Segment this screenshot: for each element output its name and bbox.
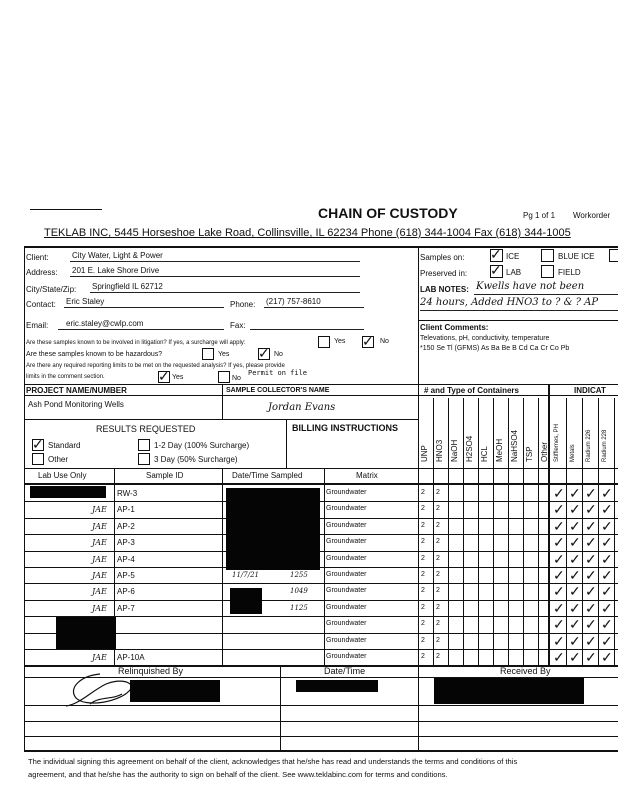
client-comments-label: Client Comments: (420, 323, 489, 332)
notes-rule (418, 320, 618, 321)
checkmark-icon: ✓ (585, 534, 597, 551)
billing-instructions-label: BILLING INSTRUCTIONS (292, 423, 398, 433)
lab-initials: JAE (92, 571, 107, 580)
container-count-hno3: 2 (436, 653, 440, 660)
container-count-unp: 2 (421, 505, 425, 513)
address-underline (70, 276, 360, 277)
container-count-hno3: 2 (436, 505, 440, 513)
checkmark-icon: ✓ (553, 616, 565, 633)
container-col-line (418, 398, 419, 666)
redaction-block (230, 588, 262, 614)
phone-value: (217) 757-8610 (266, 297, 321, 306)
container-type-header: TSP (525, 446, 534, 462)
container-type-header: H2SO4 (465, 435, 474, 462)
hazardous-yes-checkbox[interactable] (202, 348, 214, 360)
container-col-line (448, 398, 449, 666)
checkmark-icon: ✓ (158, 368, 170, 384)
checkmark-icon: ✓ (569, 534, 581, 551)
checkmark-icon: ✓ (569, 583, 581, 600)
results-requested-label: RESULTS REQUESTED (96, 424, 196, 434)
relinquished-label: Relinquished By (118, 666, 184, 676)
contact-underline (64, 307, 224, 308)
relinquish-bottom (24, 750, 618, 752)
checkmark-icon: ✓ (585, 501, 597, 518)
checkmark-icon: ✓ (601, 632, 613, 649)
checkmark-icon: ✓ (585, 583, 597, 600)
address-label: Address: (26, 268, 58, 277)
checkmark-icon: ✓ (569, 567, 581, 583)
question-hazardous: Are these samples known to be hazardous? (26, 351, 163, 358)
container-count-hno3: 2 (436, 521, 440, 529)
table-row (24, 567, 618, 568)
redaction-block (56, 617, 116, 649)
billing-divider (286, 419, 287, 468)
checkmark-icon: ✓ (585, 649, 597, 665)
one-two-day-label: 1-2 Day (100% Surcharge) (154, 441, 250, 450)
phone-underline (264, 307, 364, 308)
container-type-header: Other (540, 441, 549, 462)
table-row (24, 583, 618, 584)
container-count-hno3: 2 (436, 538, 440, 546)
question-litigation: Are these samples known to be involved in litigation? If yes, a surcharge will apply: (26, 340, 246, 346)
lab-initials: JAE (92, 653, 107, 662)
checkmark-icon: ✓ (601, 485, 613, 501)
checkmark-icon: ✓ (585, 550, 597, 567)
sample-id: AP-2 (117, 521, 135, 531)
checkmark-icon: ✓ (585, 599, 597, 616)
container-count-unp: 2 (421, 554, 425, 562)
checkmark-icon: ✓ (490, 262, 502, 278)
containers-header: # and Type of Containers (424, 386, 519, 395)
checkmark-icon: ✓ (569, 550, 581, 567)
checkmark-icon: ✓ (553, 534, 565, 551)
sample-id: AP-1 (117, 505, 135, 515)
lab-label: LAB (506, 268, 522, 277)
other-label: Other (48, 455, 69, 464)
checkmark-icon: ✓ (601, 550, 613, 567)
lab-notes-underline-1 (474, 294, 618, 295)
fax-underline (250, 329, 364, 330)
table-row (24, 649, 618, 650)
client-value: City Water, Light & Power (72, 251, 163, 260)
project-divider (222, 384, 223, 419)
checkmark-icon: ✓ (585, 567, 597, 583)
relinquish-divider-2 (418, 665, 419, 750)
blue-ice-extra-checkbox[interactable] (609, 249, 618, 262)
sample-id: AP-4 (117, 554, 135, 564)
matrix-cell: Groundwater (326, 489, 367, 496)
container-type-header: MeOH (495, 438, 504, 462)
litigation-yes-label: Yes (334, 338, 346, 345)
table-row (24, 534, 618, 535)
table-row (24, 600, 618, 601)
checkmark-icon: ✓ (553, 583, 565, 600)
lab-notes-label: LAB NOTES: (420, 285, 469, 294)
container-count-unp: 2 (421, 587, 425, 595)
matrix-cell: Groundwater (326, 587, 367, 595)
relinquish-row-3 (24, 721, 618, 722)
container-type-header: HNO3 (435, 439, 444, 462)
lab-initials: JAE (92, 521, 107, 531)
container-count-unp: 2 (421, 636, 425, 644)
indicate-header: INDICAT (574, 386, 606, 395)
checkmark-icon: ✓ (601, 599, 613, 616)
checkmark-icon: ✓ (32, 436, 44, 452)
project-label: PROJECT NAME/NUMBER (26, 386, 127, 395)
sample-id: AP-7 (117, 603, 135, 613)
matrix-cell: Groundwater (326, 538, 367, 546)
redaction-block (30, 486, 106, 498)
container-count-unp: 2 (421, 603, 425, 611)
matrix-cell: Groundwater (326, 603, 367, 611)
container-count-unp: 2 (421, 653, 425, 660)
sample-date: 11/7/21 (232, 571, 259, 579)
city-underline (90, 292, 360, 293)
checkmark-icon: ✓ (585, 616, 597, 633)
client-comments-line-1: Televations, pH, conductivity, temperature (420, 335, 550, 342)
analysis-header: Metals (570, 444, 576, 462)
sample-id: RW-3 (117, 489, 138, 498)
redaction-block (226, 488, 320, 570)
col-sample-id: Sample ID (146, 471, 184, 480)
table-row (24, 518, 618, 519)
analysis-header: Stifflemes, PH (554, 424, 560, 462)
footer-line-2: agreement, and that he/she has the authority to sign on behalf of the client. See www.teklabinc.com for terms and conditions. (28, 770, 448, 779)
sample-time: 1255 (290, 571, 308, 579)
lab-notes-line-1: Kwells have not been (476, 281, 585, 292)
preserved-label: Preserved in: (420, 269, 468, 278)
address-value: 201 E. Lake Shore Drive (72, 266, 160, 275)
header-rule (30, 209, 102, 210)
checkmark-icon: ✓ (601, 501, 613, 518)
redaction-block (434, 678, 584, 704)
email-underline (58, 329, 224, 330)
sample-id: AP-6 (117, 587, 135, 597)
analysis-col-line (582, 398, 583, 666)
container-count-hno3: 2 (436, 554, 440, 562)
checkmark-icon: ✓ (585, 517, 597, 534)
one-two-day-checkbox[interactable] (138, 439, 150, 451)
container-count-unp: 2 (421, 620, 425, 628)
company-line: TEKLAB INC, 5445 Horseshoe Lake Road, Collinsville, IL 62234 Phone (618) 344-1004 Fax (618) 344-1005 (44, 227, 571, 239)
limits-no-checkbox[interactable] (218, 371, 230, 383)
container-col-line (508, 398, 509, 666)
checkmark-icon: ✓ (569, 632, 581, 649)
sample-time: 1125 (290, 603, 308, 612)
table-row (24, 551, 618, 552)
checkmark-icon: ✓ (553, 501, 565, 518)
matrix-cell: Groundwater (326, 653, 367, 660)
redaction-block (130, 680, 220, 702)
analysis-col-line (598, 398, 599, 666)
checkmark-icon: ✓ (585, 485, 597, 501)
container-count-unp: 2 (421, 571, 425, 578)
sample-time: 1049 (290, 587, 308, 596)
container-count-hno3: 2 (436, 636, 440, 644)
lab-notes-underline-2 (420, 310, 618, 311)
hazardous-no-label: No (274, 351, 283, 358)
contact-label: Contact: (26, 300, 56, 309)
workorder-label: Workorder (573, 211, 611, 220)
project-value: Ash Pond Monitoring Wells (28, 400, 124, 409)
three-day-checkbox[interactable] (138, 453, 150, 465)
container-count-hno3: 2 (436, 603, 440, 611)
lab-initials: JAE (92, 554, 107, 564)
sample-id: AP-10A (117, 653, 145, 662)
litigation-no-label: No (380, 338, 389, 345)
checkmark-icon: ✓ (553, 485, 565, 501)
checkmark-icon: ✓ (490, 246, 502, 262)
three-day-label: 3 Day (50% Surcharge) (154, 455, 238, 464)
checkmark-icon: ✓ (585, 632, 597, 649)
section-rule-3 (24, 419, 418, 420)
checkmark-icon: ✓ (569, 517, 581, 534)
checkmark-icon: ✓ (601, 534, 613, 551)
checkmark-icon: ✓ (569, 649, 581, 665)
lab-initials: JAE (92, 505, 107, 515)
fax-label: Fax: (230, 321, 246, 330)
checkmark-icon: ✓ (553, 567, 565, 583)
container-col-line (433, 398, 434, 666)
lab-initials: JAE (92, 603, 107, 613)
checkmark-icon: ✓ (569, 485, 581, 501)
lab-initials: JAE (92, 538, 107, 548)
limits-no-label: No (232, 375, 241, 382)
page-number: Pg 1 of 1 (523, 211, 556, 220)
permit-note: Permit on file (248, 369, 308, 377)
container-type-header: HCL (480, 445, 489, 462)
footer-line-1: The individual signing this agreement on behalf of the client, acknowledges that he/she has read and understands the terms and conditions of this (28, 757, 518, 766)
relinquish-divider-1 (280, 665, 281, 750)
received-label: Received By (500, 666, 551, 676)
client-underline (70, 261, 360, 262)
ice-label: ICE (506, 252, 520, 261)
collector-label: SAMPLE COLLECTOR'S NAME (226, 387, 330, 394)
container-count-hno3: 2 (436, 571, 440, 578)
col-lab-use: Lab Use Only (38, 471, 87, 480)
checkmark-icon: ✓ (362, 333, 374, 349)
checkmark-icon: ✓ (553, 599, 565, 616)
relinquish-row-4 (24, 736, 618, 737)
question-limits-2: limits in the comment section. (26, 374, 105, 380)
checkmark-icon: ✓ (601, 616, 613, 633)
blue-ice-label: BLUE ICE (558, 252, 595, 261)
frame-top (24, 246, 618, 248)
sample-id: AP-3 (117, 538, 135, 548)
question-limits: Are there any required reporting limits to be met on the requested analysis? If yes, please provide (26, 363, 285, 369)
container-count-hno3: 2 (436, 489, 440, 496)
sample-id: AP-5 (117, 571, 135, 580)
field-label: FIELD (558, 268, 581, 277)
client-comments-line-2: *150 Se Tl (GFMS) As Ba Be B Cd Ca Cr Co Pb (420, 345, 570, 352)
analysis-col-line (614, 398, 615, 666)
city-label: City/State/Zip: (26, 285, 77, 294)
col-date-time: Date/Time Sampled (232, 471, 303, 480)
matrix-cell: Groundwater (326, 521, 367, 529)
container-count-unp: 2 (421, 538, 425, 546)
checkmark-icon: ✓ (553, 632, 565, 649)
checkmark-icon: ✓ (601, 517, 613, 534)
standard-label: Standard (48, 441, 81, 450)
city-value: Springfield IL 62712 (92, 282, 163, 291)
email-value: eric.staley@cwlp.com (66, 319, 144, 328)
checkmark-icon: ✓ (258, 345, 270, 361)
checkmark-icon: ✓ (569, 616, 581, 633)
container-col-line (538, 398, 539, 666)
checkmark-icon: ✓ (553, 550, 565, 567)
container-type-header: NaOH (450, 439, 459, 462)
matrix-cell: Groundwater (326, 636, 367, 644)
analysis-header: Radium 226 (586, 429, 592, 462)
collector-signature: Jordan Evans (268, 402, 336, 413)
lab-notes-line-2: 24 hours, Added HNO3 to ? & ? AP (420, 297, 599, 308)
checkmark-icon: ✓ (601, 567, 613, 583)
container-type-header: UNP (420, 445, 429, 462)
phone-label: Phone: (230, 300, 256, 309)
lab-initials: JAE (92, 587, 107, 597)
checkmark-icon: ✓ (553, 649, 565, 665)
client-label: Client: (26, 253, 49, 262)
section-rule-1 (24, 384, 618, 385)
section-rule-2 (24, 395, 618, 396)
table-row (24, 501, 618, 502)
litigation-yes-checkbox[interactable] (318, 336, 330, 348)
samples-on-label: Samples on: (420, 253, 465, 262)
container-count-unp: 2 (421, 521, 425, 529)
container-col-line (478, 398, 479, 666)
analysis-header: Radium 228 (602, 429, 608, 462)
other-checkbox[interactable] (32, 453, 44, 465)
analysis-col-line (566, 398, 567, 666)
container-type-header: NaHSO4 (510, 429, 519, 462)
datetime-label: Date/Time (324, 666, 366, 676)
redaction-block (296, 680, 378, 692)
matrix-cell: Groundwater (326, 554, 367, 562)
hazardous-yes-label: Yes (218, 351, 230, 358)
container-count-hno3: 2 (436, 620, 440, 628)
checkmark-icon: ✓ (569, 599, 581, 616)
page-title: CHAIN OF CUSTODY (318, 205, 458, 221)
container-count-unp: 2 (421, 489, 425, 496)
checkmark-icon: ✓ (553, 517, 565, 534)
matrix-cell: Groundwater (326, 505, 367, 513)
checkmark-icon: ✓ (601, 649, 613, 665)
limits-yes-label: Yes (172, 374, 184, 381)
col-matrix: Matrix (356, 471, 378, 480)
email-label: Email: (26, 321, 49, 330)
field-checkbox[interactable] (541, 265, 554, 278)
container-col-line (463, 398, 464, 666)
contact-value: Eric Staley (66, 297, 105, 306)
container-count-hno3: 2 (436, 587, 440, 595)
checkmark-icon: ✓ (569, 501, 581, 518)
blue-ice-checkbox[interactable] (541, 249, 554, 262)
container-col-line (523, 398, 524, 666)
frame-left (24, 246, 25, 751)
checkmark-icon: ✓ (601, 583, 613, 600)
matrix-cell: Groundwater (326, 620, 367, 628)
containers-divider (548, 384, 550, 666)
container-col-line (493, 398, 494, 666)
matrix-cell: Groundwater (326, 571, 367, 578)
